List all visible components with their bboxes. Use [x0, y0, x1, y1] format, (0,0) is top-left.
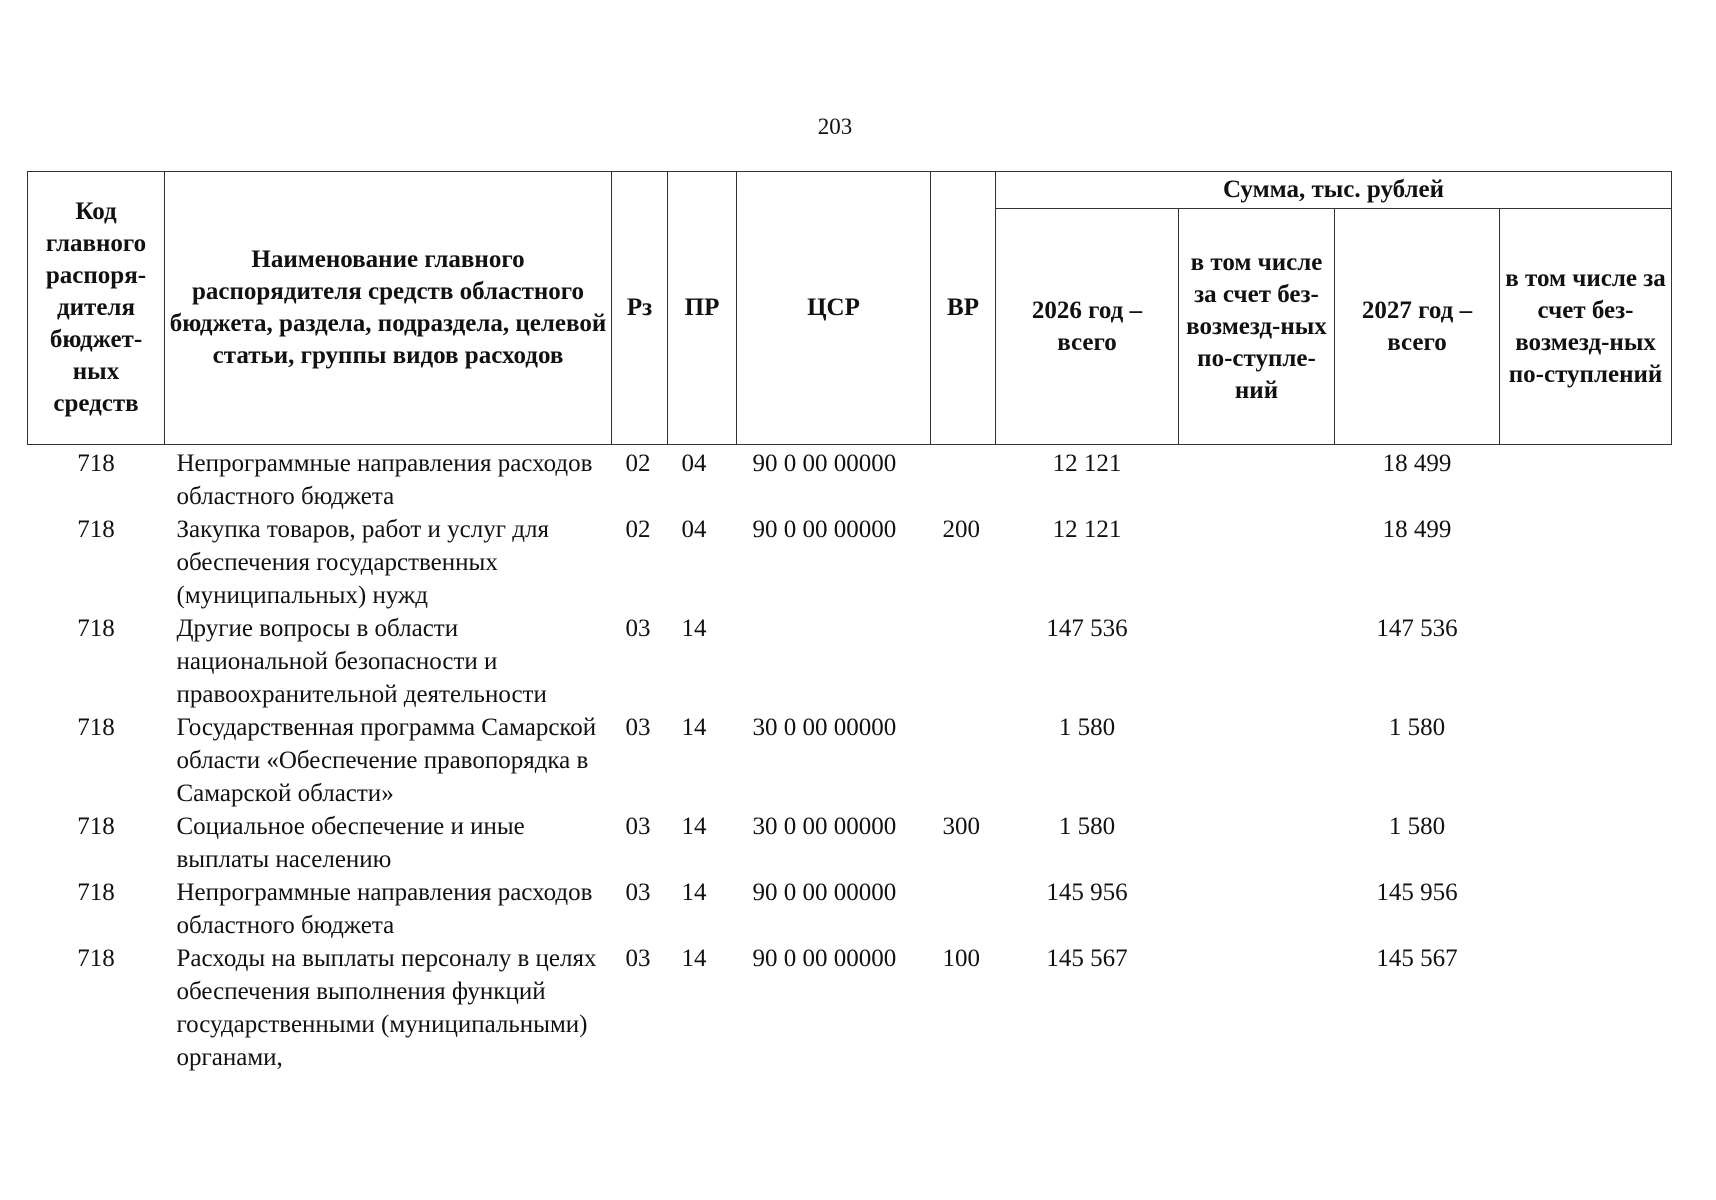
cell-total-2026: 145 956 [1046, 879, 1128, 906]
cell-rz: 03 [625, 879, 651, 906]
header-sum [996, 172, 1672, 209]
cell-vr: 300 [942, 813, 980, 840]
cell-name: Непрограммные направления расходов областного бюджета [176, 450, 593, 510]
header-vr [931, 172, 996, 445]
cell-pr: 14 [681, 813, 707, 840]
cell-csr: 90 0 00 00000 [752, 879, 897, 906]
header-total-2027 [1335, 209, 1500, 445]
cell-rz: 03 [625, 615, 651, 642]
cell-name: Расходы на выплаты персоналу в целях обеспечения выполнения функций государственными (муниципальными) органами, [176, 945, 597, 1071]
cell-total-2027: 18 499 [1382, 516, 1452, 543]
cell-vr [931, 711, 996, 810]
header-csr [737, 172, 931, 445]
cell-pr: 04 [681, 450, 707, 477]
cell-total-2026: 12 121 [1052, 450, 1122, 477]
table-body [28, 445, 1672, 1075]
header-free-2026 [1179, 209, 1335, 445]
cell-vr: 100 [942, 945, 980, 972]
header-code [28, 172, 165, 445]
cell-total-2026: 1 580 [1058, 714, 1116, 741]
cell-total-2027: 145 567 [1376, 945, 1458, 972]
cell-csr: 90 0 00 00000 [752, 516, 897, 543]
cell-pr: 14 [681, 945, 707, 972]
cell-total-2027: 1 580 [1388, 813, 1446, 840]
table-row [28, 810, 1672, 876]
header-name-text: Наименование главного распорядителя средств областного бюджета, раздела, подраздела, целевой статьи, группы видов расходов [169, 246, 607, 369]
cell-total-2027: 147 536 [1376, 615, 1458, 642]
header-csr-text: ЦСР [807, 294, 860, 321]
header-total-2026 [996, 209, 1179, 445]
cell-pr: 04 [681, 516, 707, 543]
cell-pr: 14 [681, 714, 707, 741]
cell-free-2027 [1500, 513, 1672, 612]
table-row [28, 876, 1672, 942]
cell-code: 718 [77, 615, 115, 642]
header-rz [612, 172, 668, 445]
cell-rz: 02 [625, 516, 651, 543]
header-free-2027 [1500, 209, 1672, 445]
cell-total-2026: 147 536 [1046, 615, 1128, 642]
cell-csr: 90 0 00 00000 [752, 450, 897, 477]
cell-pr: 14 [681, 879, 707, 906]
cell-csr: 90 0 00 00000 [752, 945, 897, 972]
cell-vr [931, 876, 996, 942]
cell-csr: 30 0 00 00000 [752, 714, 897, 741]
budget-table [27, 171, 1672, 1074]
cell-csr [737, 612, 931, 711]
cell-total-2026: 1 580 [1058, 813, 1116, 840]
cell-total-2027: 145 956 [1376, 879, 1458, 906]
cell-free-2027 [1500, 876, 1672, 942]
cell-free-2026 [1179, 445, 1335, 514]
cell-vr: 200 [942, 516, 980, 543]
cell-free-2026 [1179, 513, 1335, 612]
table-header [28, 172, 1672, 445]
cell-free-2026 [1179, 810, 1335, 876]
table-row [28, 942, 1672, 1074]
cell-pr: 14 [681, 615, 707, 642]
cell-code: 718 [77, 945, 115, 972]
cell-free-2027 [1500, 711, 1672, 810]
header-total-2027-text: 2027 год – всего [1361, 296, 1473, 356]
table-row [28, 445, 1672, 514]
cell-free-2027 [1500, 810, 1672, 876]
cell-code: 718 [77, 450, 115, 477]
cell-code: 718 [77, 714, 115, 741]
cell-vr [931, 612, 996, 711]
cell-code: 718 [77, 879, 115, 906]
cell-free-2027 [1500, 445, 1672, 514]
cell-code: 718 [77, 516, 115, 543]
table-row [28, 612, 1672, 711]
cell-name: Социальное обеспечение и иные выплаты населению [176, 813, 525, 873]
cell-name: Другие вопросы в области национальной безопасности и правоохранительной деятельности [176, 615, 547, 708]
table-row [28, 711, 1672, 810]
header-total-2026-text: 2026 год – всего [1031, 296, 1143, 356]
cell-total-2026: 145 567 [1046, 945, 1128, 972]
header-vr-text: ВР [947, 294, 979, 321]
cell-free-2026 [1179, 711, 1335, 810]
cell-name: Закупка товаров, работ и услуг для обеспечения государственных (муниципальных) нужд [176, 516, 549, 609]
cell-rz: 03 [625, 945, 651, 972]
cell-name: Непрограммные направления расходов областного бюджета [176, 879, 593, 939]
cell-total-2026: 12 121 [1052, 516, 1122, 543]
header-sum-text: Сумма, тыс. рублей [1223, 176, 1445, 203]
table-row [28, 513, 1672, 612]
header-pr-text: ПР [684, 294, 720, 321]
cell-code: 718 [77, 813, 115, 840]
header-free-2027-text: в том числе за счет без-возмезд-ных по-ступлений [1505, 264, 1666, 388]
header-rz-text: Рз [626, 294, 653, 321]
cell-rz: 02 [625, 450, 651, 477]
header-name [165, 172, 612, 445]
header-free-2026-text: в том числе за счет без-возмезд-ных по-ступле-ний [1186, 248, 1327, 404]
cell-free-2027 [1500, 942, 1672, 1074]
page-number: 203 [817, 114, 853, 139]
cell-csr: 30 0 00 00000 [752, 813, 897, 840]
cell-rz: 03 [625, 813, 651, 840]
cell-free-2026 [1179, 942, 1335, 1074]
cell-free-2026 [1179, 876, 1335, 942]
cell-rz: 03 [625, 714, 651, 741]
header-code-text: Код главного распоря-дителя бюджет-ных средств [45, 198, 147, 417]
cell-total-2027: 1 580 [1388, 714, 1446, 741]
cell-vr [931, 445, 996, 514]
header-pr [668, 172, 737, 445]
cell-free-2026 [1179, 612, 1335, 711]
cell-free-2027 [1500, 612, 1672, 711]
cell-name: Государственная программа Самарской области «Обеспечение правопорядка в Самарской области» [176, 714, 597, 807]
cell-total-2027: 18 499 [1382, 450, 1452, 477]
